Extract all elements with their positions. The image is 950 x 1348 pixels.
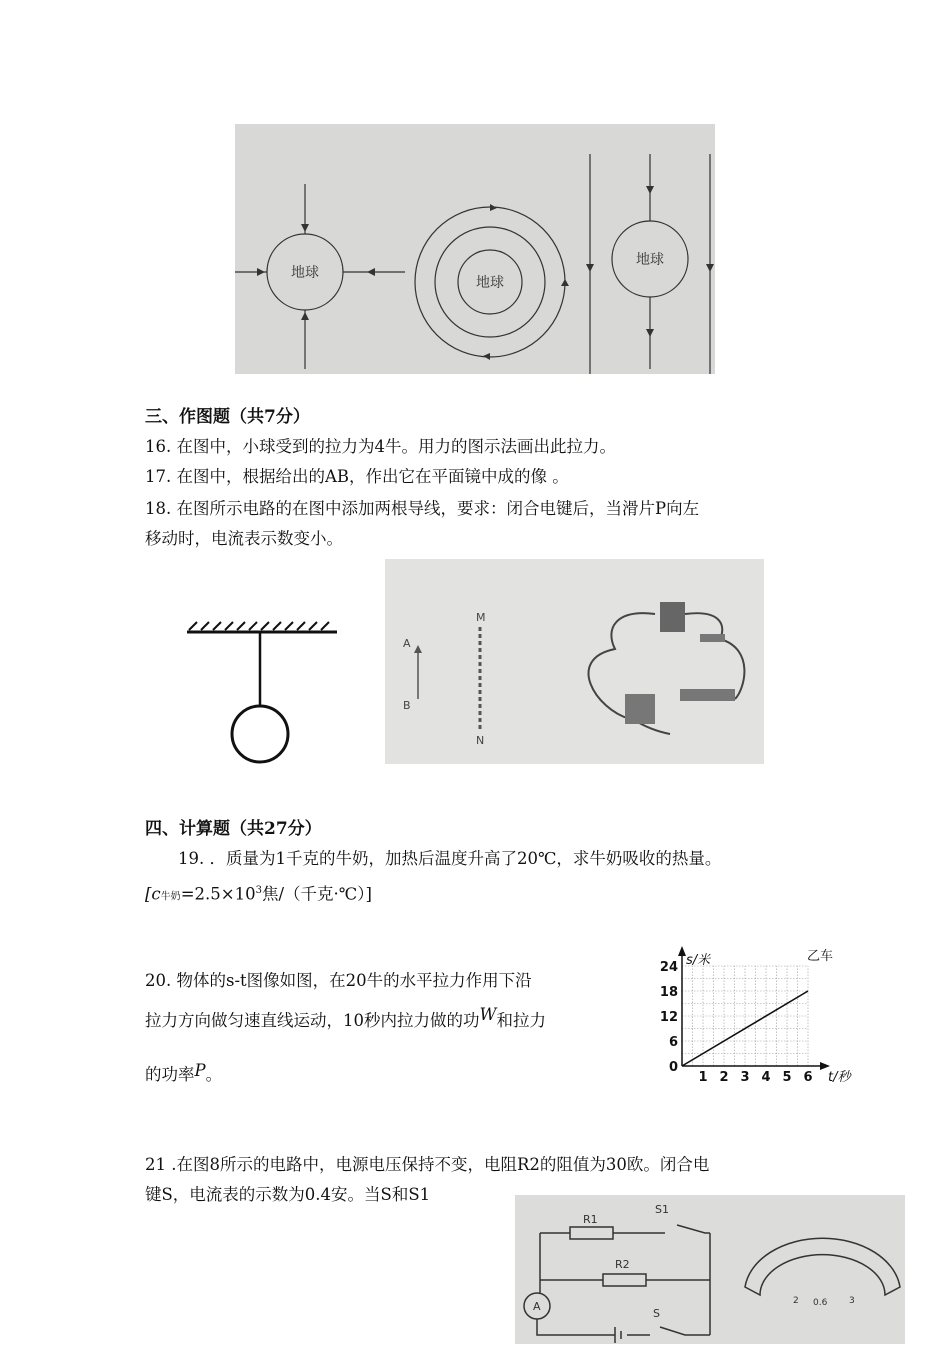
label-N: N bbox=[476, 734, 485, 747]
battery bbox=[660, 602, 685, 632]
y-tick-label: 12 bbox=[659, 1010, 678, 1025]
ammeter bbox=[625, 694, 655, 724]
mirror-circuit-photo bbox=[385, 559, 764, 764]
y-tick-label: 24 bbox=[659, 960, 678, 975]
y-axis-label: s/米 bbox=[686, 953, 711, 968]
label-A: A bbox=[533, 1300, 541, 1313]
meter-low-label: 0.6 bbox=[813, 1298, 828, 1308]
earth-field-figure bbox=[235, 124, 715, 374]
origin-label: 0 bbox=[668, 1060, 678, 1075]
x-tick-label: 2 bbox=[719, 1070, 729, 1085]
question-18-line2: 移动时，电流表示数变小。 bbox=[145, 529, 343, 548]
label-B: B bbox=[403, 699, 411, 712]
switch bbox=[700, 634, 725, 642]
x-tick-label: 4 bbox=[761, 1070, 771, 1085]
question-20-line3: 的功率P。 bbox=[145, 1061, 223, 1084]
earth-label-right: 地球 bbox=[636, 252, 664, 268]
section4-heading: 四、计算题（共27分） bbox=[145, 819, 322, 839]
resistor-R2 bbox=[603, 1274, 646, 1286]
question-16: 16. 在图中，小球受到的拉力为4牛。用力的图示法画出此拉力。 bbox=[145, 437, 616, 456]
ammeter-dial bbox=[745, 1238, 900, 1295]
x-tick-label: 5 bbox=[782, 1070, 792, 1085]
section3-heading: 三、作图题（共7分） bbox=[145, 407, 310, 427]
resistor-R1 bbox=[570, 1227, 613, 1239]
label-M: M bbox=[476, 611, 486, 624]
chart-title: 乙车 bbox=[806, 949, 834, 964]
x-axis-label: t/秒 bbox=[828, 1070, 851, 1085]
earth-label-left: 地球 bbox=[291, 265, 319, 281]
question-20-line1: 20. 物体的s-t图像如图，在20牛的水平拉力作用下沿 bbox=[145, 971, 532, 990]
question-17: 17. 在图中，根据给出的AB，作出它在平面镜中成的像 。 bbox=[145, 467, 569, 486]
hanging-ball-figure bbox=[185, 620, 345, 770]
earth-label-center: 地球 bbox=[476, 275, 504, 291]
question-19-formula: [c牛奶$=2.5\times 10^3$焦/（千克·℃）] bbox=[145, 884, 372, 904]
x-tick-label: 6 bbox=[803, 1070, 813, 1085]
x-axis-arrow bbox=[820, 1062, 830, 1070]
question-20-line2: 拉力方向做匀速直线运动，10秒内拉力做的功W和拉力 bbox=[145, 1005, 546, 1030]
earth-field-svg bbox=[235, 124, 715, 374]
x-tick-label: 1 bbox=[698, 1070, 708, 1085]
label-A: A bbox=[403, 637, 411, 650]
label-R2: R2 bbox=[615, 1258, 630, 1271]
y-tick-label: 6 bbox=[668, 1035, 678, 1050]
question-19-line1: 19. ．质量为1千克的牛奶，加热后温度升高了20℃，求牛奶吸收的热量。 bbox=[178, 849, 722, 868]
label-S1: S1 bbox=[655, 1203, 669, 1216]
circuit-figure-svg bbox=[515, 1195, 905, 1344]
question-21-line2: 键S，电流表的示数为0.4安。当S和S1 bbox=[145, 1185, 431, 1204]
mirror-circuit-svg bbox=[385, 559, 764, 764]
label-R1: R1 bbox=[583, 1213, 598, 1226]
rheostat bbox=[680, 689, 735, 701]
ball bbox=[232, 706, 288, 762]
meter-right-label: 3 bbox=[849, 1296, 855, 1306]
x-tick-label: 3 bbox=[740, 1070, 750, 1085]
y-tick-label: 18 bbox=[659, 985, 678, 1000]
question-18-line1: 18. 在图所示电路的在图中添加两根导线，要求：闭合电键后，当滑片P向左 bbox=[145, 499, 700, 518]
meter-left-label: 2 bbox=[793, 1296, 799, 1306]
y-axis-arrow bbox=[678, 946, 686, 956]
st-graph bbox=[650, 940, 860, 1090]
label-S: S bbox=[653, 1307, 660, 1320]
circuit-figure-8 bbox=[515, 1195, 905, 1344]
question-21-line1: 21 .在图8所示的电路中，电源电压保持不变，电阻R2的阻值为30欧。闭合电 bbox=[145, 1155, 710, 1174]
